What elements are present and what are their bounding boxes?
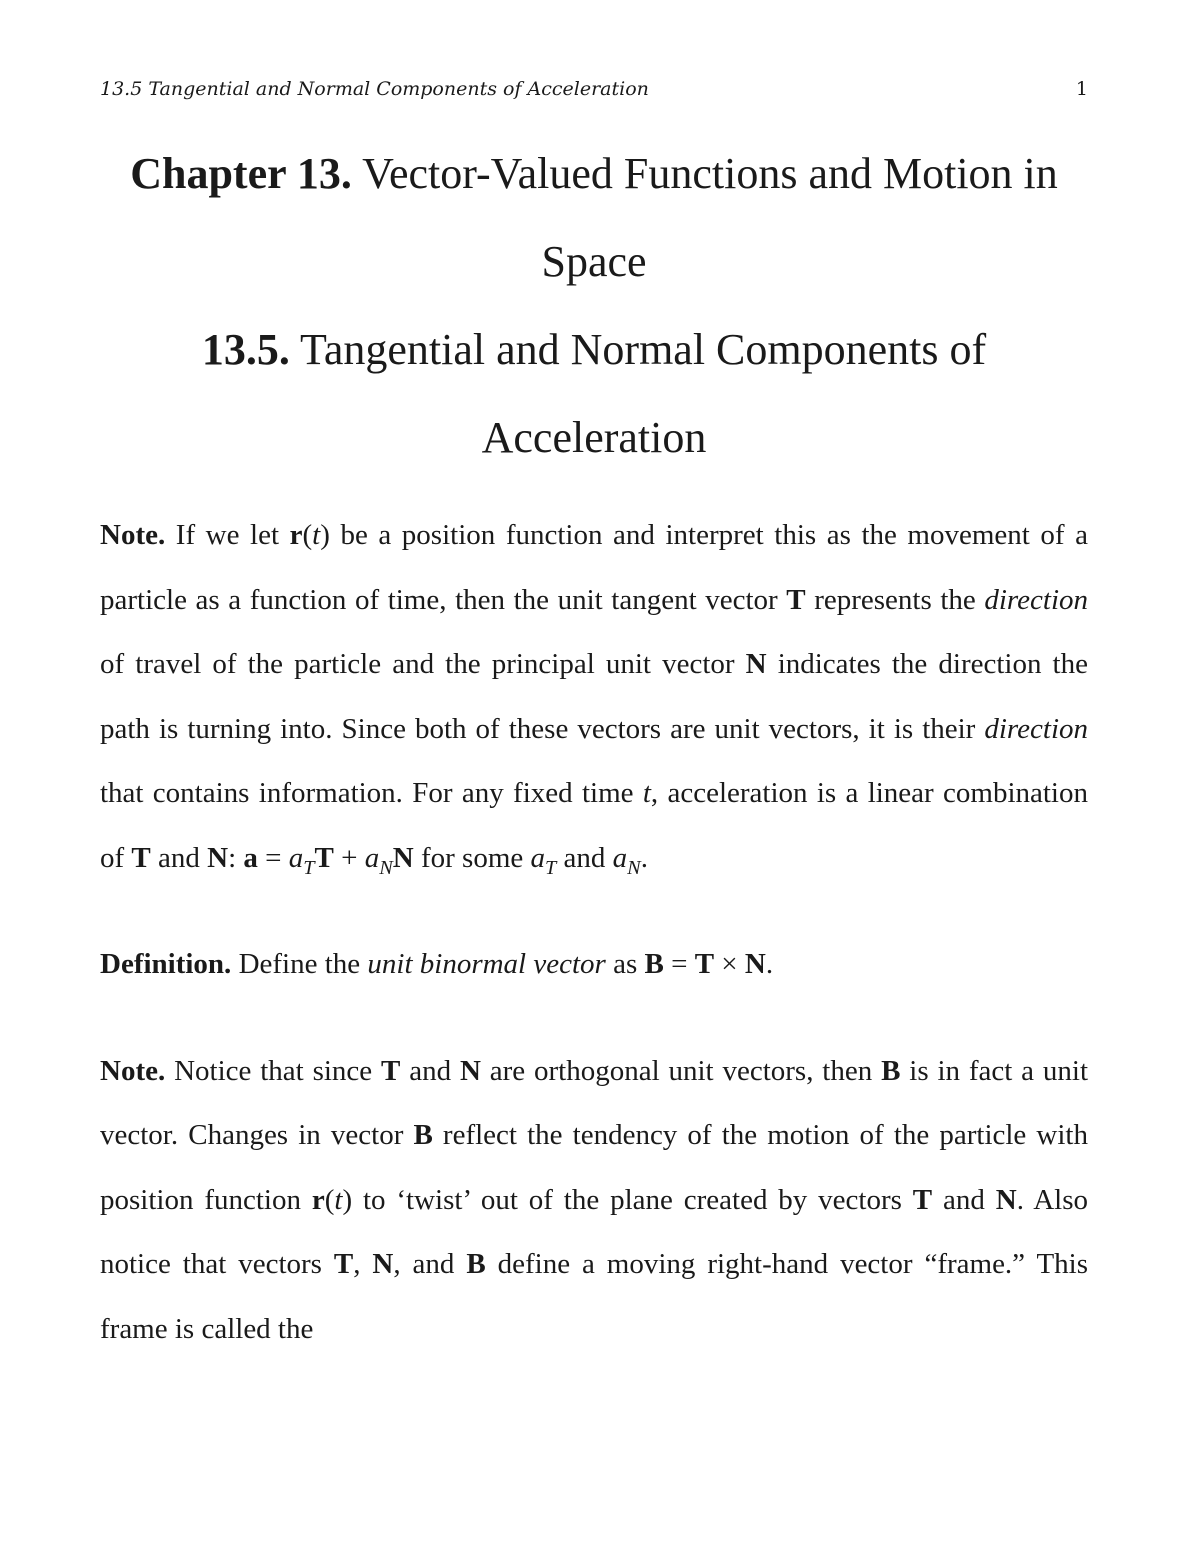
chapter-label: Chapter 13. [130, 149, 352, 198]
note-paragraph-1: Note. If we let r(t) be a position function and interpret this as the movement of a particle as a function of time, then the unit tangent vector T represents the direction of travel of the particle and the principal unit vector N indicates the direction the path is turning into. Since both of these vectors are unit vectors, it is their direction that contains information. For any fixed time t, acceleration is a linear combination of T and N: $a = a_TT + a_NN$ for some $a_T$ and $a_N$. [100, 519, 1088, 879]
section-title: Tangential and Normal Components of Acceleration [300, 325, 987, 462]
document-body [100, 503, 1088, 1361]
running-title: 13.5 Tangential and Normal Components of Acceleration [100, 78, 649, 100]
definition-lead: Definition. [100, 948, 232, 980]
title-block [100, 130, 1088, 482]
page-number: 1 [1075, 78, 1088, 100]
note-lead: Note. [100, 519, 166, 551]
chapter-heading [100, 130, 1088, 306]
note-paragraph-2: Note. Notice that since T and N are orthogonal unit vectors, then B is in fact a unit vector. Changes in vector B reflect the tendency of the motion of the particle with position function r(t) to ‘twist’ out of the plane created by vectors T and N. Also notice that vectors T, N, and B define a moving right-hand vector “frame.” This frame is called the [100, 1054, 1089, 1345]
defined-term: unit binormal vector [367, 948, 606, 980]
note-lead: Note. [100, 1054, 166, 1087]
running-header [100, 74, 1088, 104]
chapter-title: Vector-Valued Functions and Motion in Space [362, 149, 1058, 286]
definition-paragraph: Definition. Define the unit binormal vector as B = T × N. [100, 948, 774, 980]
section-heading [100, 306, 1088, 482]
section-label: 13.5. [201, 325, 290, 374]
